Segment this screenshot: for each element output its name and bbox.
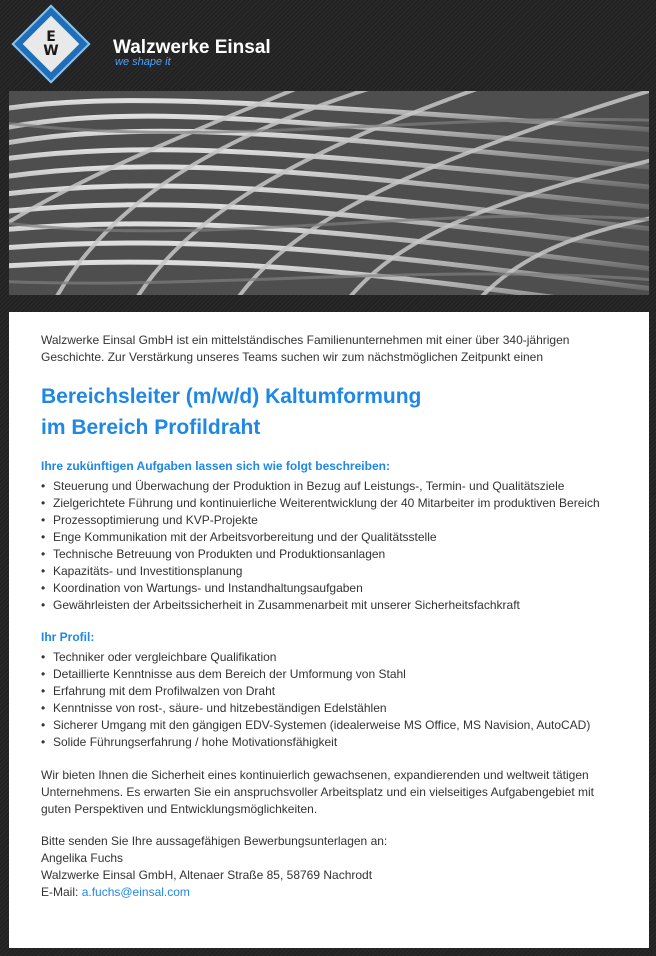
job-title-line-2: im Bereich Profildraht (41, 416, 261, 439)
email-label: E-Mail: (41, 885, 79, 899)
contact-intro: Bitte senden Sie Ihre aussagefähigen Bewerbungsunterlagen an: (41, 834, 388, 848)
job-posting-card (9, 312, 649, 948)
logo-initials (31, 24, 71, 64)
tasks-list (41, 478, 600, 614)
contact-address: Walzwerke Einsal GmbH, Altenaer Straße 85, 58769 Nachrodt (41, 868, 373, 882)
contact-email-row (41, 884, 387, 901)
email-link[interactable]: a.fuchs@einsal.com (81, 885, 190, 899)
job-title (41, 381, 601, 443)
wire-coils-illustration (9, 91, 649, 295)
list-item: • Enge Kommunikation mit der Arbeitsvorbereitung und der Qualitätsstelle (41, 529, 600, 546)
profile-heading: Ihr Profil: (41, 630, 95, 644)
list-item: • Sicherer Umgang mit den gängigen EDV-Systemen (idealerweise MS Office, MS Navision, AutoCAD) (41, 717, 590, 734)
intro-text: Walzwerke Einsal GmbH ist ein mittelständisches Familienunternehmen mit einer über 340-jährigen Geschichte. Zur Verstärkung unseres Teams suchen wir zum nächstmöglichen Zeitpunkt einen (41, 333, 570, 364)
company-tagline: we shape it (115, 56, 171, 68)
list-item: • Techniker oder vergleichbare Qualifikation (41, 649, 590, 666)
list-item: • Gewährleisten der Arbeitssicherheit in Zusammenarbeit mit unserer Sicherheitsfachkraft (41, 597, 600, 614)
list-item: • Koordination von Wartungs- und Instandhaltungsaufgaben (41, 580, 600, 597)
contact-block (41, 833, 387, 901)
list-item: • Kapazitäts- und Investitionsplanung (41, 563, 600, 580)
logo-initial-e: E (46, 29, 56, 45)
profile-list (41, 649, 590, 751)
list-item: • Prozessoptimierung und KVP-Projekte (41, 512, 600, 529)
list-item: • Detaillierte Kenntnisse aus dem Bereich der Umformung von Stahl (41, 666, 590, 683)
list-item: • Technische Betreuung von Produkten und Produktionsanlagen (41, 546, 600, 563)
page-header (0, 0, 656, 88)
job-title-line-1: Bereichsleiter (m/w/d) Kaltumformung (41, 385, 422, 408)
list-item: • Erfahrung mit dem Profilwalzen von Draht (41, 683, 590, 700)
list-item: • Steuerung und Überwachung der Produktion in Bezug auf Leistungs-, Termin- und Qualitätsziele (41, 478, 600, 495)
contact-name: Angelika Fuchs (41, 851, 124, 865)
list-item: • Kenntnisse von rost-, säure- und hitzebeständigen Edelstählen (41, 700, 590, 717)
list-item: • Zielgerichtete Führung und kontinuierliche Weiterentwicklung der 40 Mitarbeiter im produktiven Bereich (41, 495, 600, 512)
company-name: Walzwerke Einsal (113, 37, 271, 58)
hero-image-steel-wire (9, 91, 649, 295)
offer-text: Wir bieten Ihnen die Sicherheit eines kontinuierlich gewachsenen, expandierenden und weltweit tätigen Unternehmens. Es erwarten Sie ein anspruchsvoller Arbeitsplatz und ein vielseitiges Aufgabengebiet mit guten Perspektiven und Entwicklungsmöglichkeiten. (41, 768, 594, 816)
tasks-heading: Ihre zukünftigen Aufgaben lassen sich wie folgt beschreiben: (41, 459, 390, 473)
logo-initial-w: W (43, 43, 59, 59)
list-item: • Solide Führungserfahrung / hohe Motivationsfähigkeit (41, 734, 590, 751)
